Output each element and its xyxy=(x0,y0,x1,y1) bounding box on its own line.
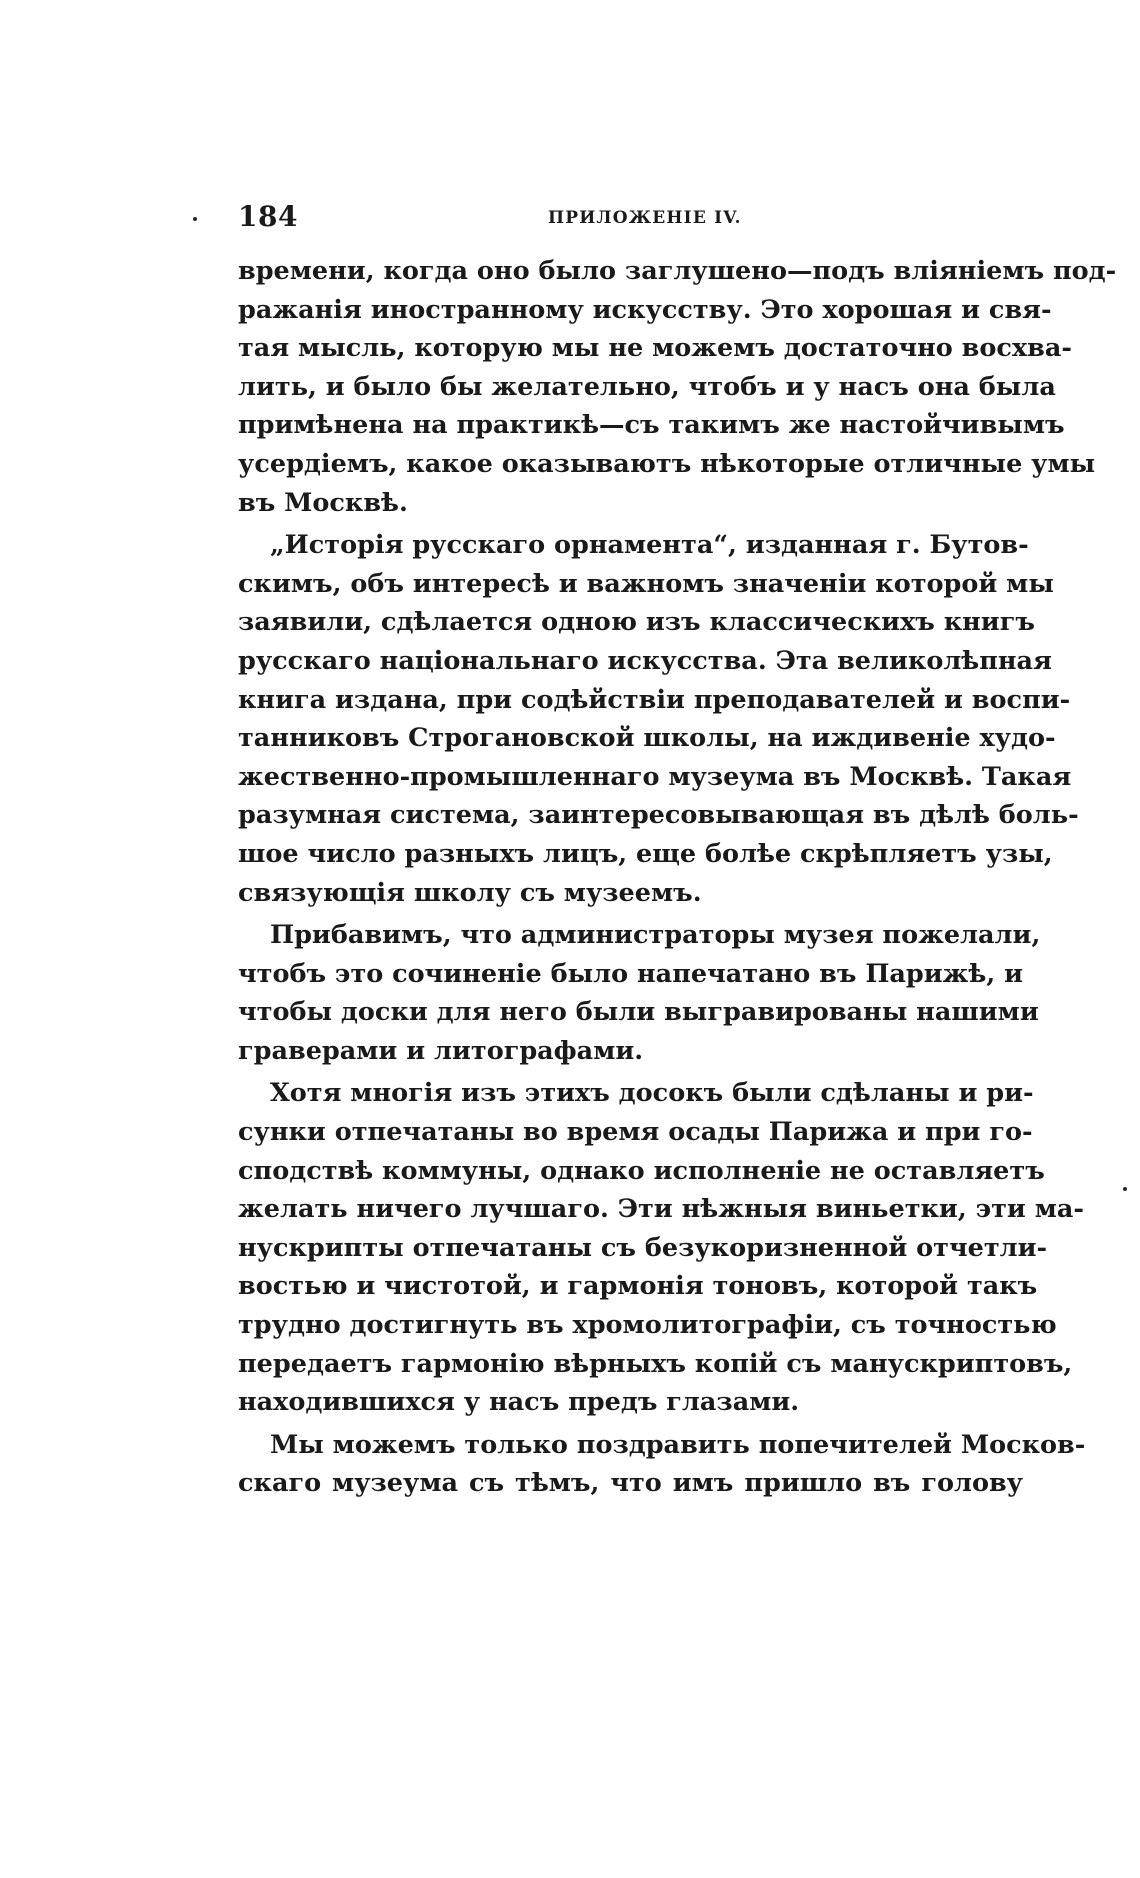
text-line: Хотя многія изъ этихъ досокъ были сдѣланы и ри- xyxy=(270,1078,1034,1109)
text-line: книга издана, при содѣйствіи преподавателей и воспи- xyxy=(238,684,1071,715)
paragraph xyxy=(238,526,1079,912)
text-line: сунки отпечатаны во время осады Парижа и при го- xyxy=(238,1117,1033,1148)
text-line: сподствѣ коммуны, однако исполненіе не оставляетъ xyxy=(238,1155,1045,1186)
page-header xyxy=(0,0,1140,260)
paragraph xyxy=(238,1426,1086,1503)
text-line: русскаго національнаго искусства. Эта великолѣпная xyxy=(238,645,1052,676)
text-line: граверами и литографами. xyxy=(238,1035,644,1066)
text-line: примѣнена на практикѣ—съ такимъ же настойчивымъ xyxy=(238,410,1065,441)
text-line: трудно достигнуть въ хромолитографіи, съ точностью xyxy=(238,1310,1057,1341)
print-speck xyxy=(1123,1187,1127,1191)
text-line: чтобы доски для него были выгравированы нашими xyxy=(238,997,1039,1028)
text-line: ражанія иностранному искусству. Это хорошая и свя- xyxy=(238,294,1052,325)
text-line: заявили, сдѣлается одною изъ классическихъ книгъ xyxy=(238,607,1035,638)
text-line: Мы можемъ только поздравить попечителей Москов- xyxy=(270,1429,1086,1460)
paragraph xyxy=(238,1074,1084,1421)
text-line: находившихся у насъ предъ глазами. xyxy=(238,1387,800,1418)
page-number: 184 xyxy=(238,200,298,233)
text-line: чтобъ это сочиненіе было напечатано въ Парижѣ, и xyxy=(238,958,1024,989)
text-line: востью и чистотой, и гармонія тоновъ, которой такъ xyxy=(238,1271,1038,1302)
text-line: въ Москвѣ. xyxy=(238,487,408,518)
text-line: времени, когда оно было заглушено—подъ вліяніемъ под- xyxy=(238,256,1117,286)
running-head: ПРИЛОЖЕНІЕ IV. xyxy=(548,208,742,228)
print-speck xyxy=(193,217,197,221)
text-line: танниковъ Строгановской школы, на иждивеніе худо- xyxy=(238,723,1056,754)
paragraph xyxy=(238,252,1117,522)
text-line: связующія школу съ музеемъ. xyxy=(238,877,702,908)
text-line: жественно-промышленнаго музеума въ Москвѣ. Такая xyxy=(238,761,1072,792)
text-line: нускрипты отпечатаны съ безукоризненной отчетли- xyxy=(238,1232,1048,1263)
text-line: лить, и было бы желательно, чтобъ и у насъ она была xyxy=(238,371,1056,402)
text-line: усердіемъ, какое оказываютъ нѣкоторые отличные умы xyxy=(238,448,1096,479)
text-line: тая мысль, которую мы не можемъ достаточно восхва- xyxy=(238,333,1072,364)
text-line: желать ничего лучшаго. Эти нѣжныя виньетки, эти ма- xyxy=(238,1194,1084,1225)
text-line: Прибавимъ, что администраторы музея пожелали, xyxy=(270,920,1041,951)
text-line: „Исторія русскаго орнамента“, изданная г. Бутов- xyxy=(270,530,1029,561)
text-line: передаетъ гармонію вѣрныхъ копій съ манускриптовъ, xyxy=(238,1348,1073,1379)
text-line: шое число разныхъ лицъ, еще болѣе скрѣпляетъ узы, xyxy=(238,838,1053,869)
text-line: скимъ, объ интересѣ и важномъ значеніи которой мы xyxy=(238,568,1054,599)
text-line: разумная система, заинтересовывающая въ дѣлѣ боль- xyxy=(238,800,1079,831)
paragraph xyxy=(238,916,1041,1070)
body-text xyxy=(238,252,1117,1503)
text-line: скаго музеума съ тѣмъ, что имъ пришло въ голову xyxy=(238,1468,1023,1499)
